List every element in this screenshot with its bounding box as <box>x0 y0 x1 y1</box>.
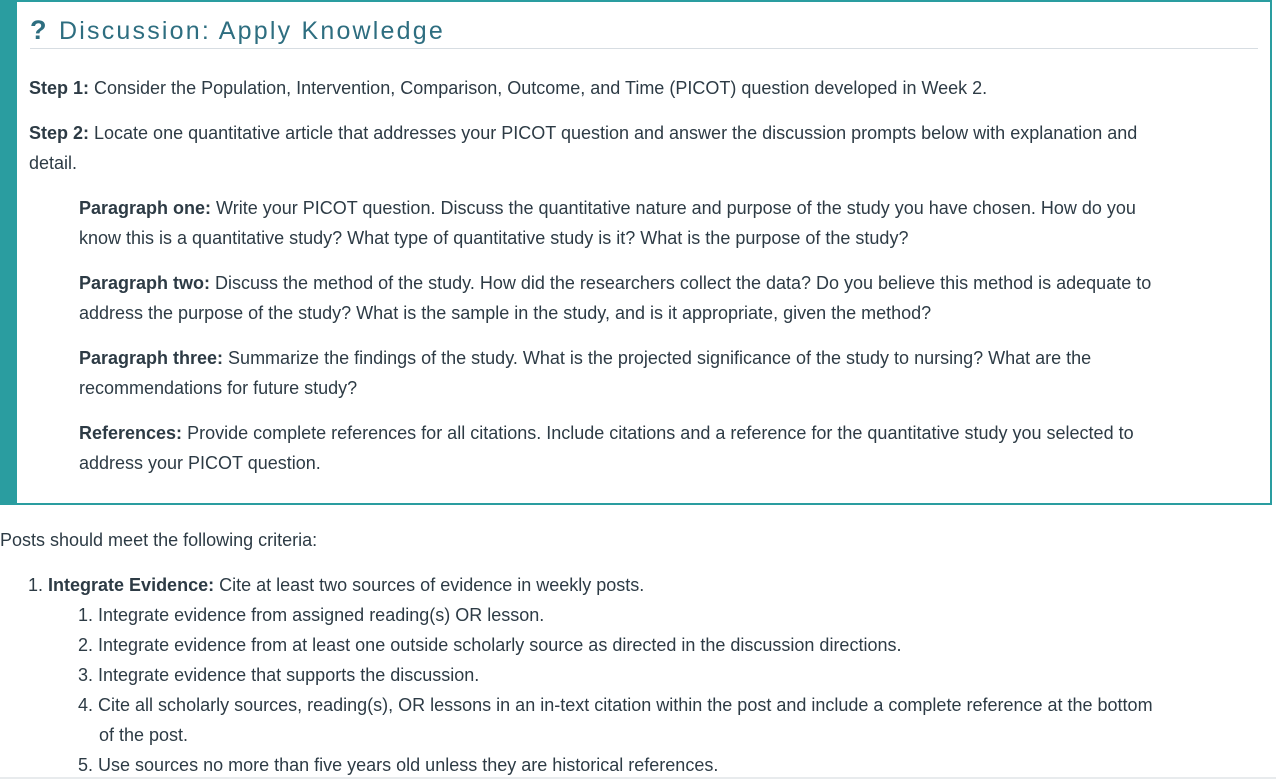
list-number: 2. <box>78 635 94 655</box>
step-2 <box>29 118 1137 148</box>
step-1 <box>29 73 987 103</box>
paragraph-one-label: Paragraph one: <box>79 198 212 218</box>
list-item <box>78 660 479 690</box>
paragraph-two <box>79 268 1151 298</box>
step-2-label: Step 2: <box>29 123 90 143</box>
list-item-text: Integrate evidence that supports the discussion. <box>98 665 480 685</box>
list-number: 1. <box>78 605 94 625</box>
paragraph-one-continued: know this is a quantitative study? What type of quantitative study is it? What is the purpose of the study? <box>79 228 909 248</box>
list-item <box>78 690 1153 720</box>
list-item <box>78 630 901 660</box>
list-item <box>78 600 544 630</box>
list-item-text: Cite all scholarly sources, reading(s), OR lessons in an in-text citation within the post and include a complete reference at the bottom <box>98 695 1153 715</box>
paragraph-one-text: Write your PICOT question. Discuss the quantitative nature and purpose of the study you have chosen. How do you <box>211 198 1136 218</box>
list-item <box>28 570 644 600</box>
question-mark-icon: ? <box>30 15 47 45</box>
list-number: 5. <box>78 755 94 775</box>
step-2-text: Locate one quantitative article that addresses your PICOT question and answer the discussion prompts below with explanation and <box>89 123 1138 143</box>
list-item-text: Integrate evidence from at least one outside scholarly source as directed in the discussion directions. <box>98 635 902 655</box>
paragraph-two-text: Discuss the method of the study. How did the researchers collect the data? Do you believe this method is adequate to <box>210 273 1152 293</box>
paragraph-one <box>79 193 1136 223</box>
step-1-text: Consider the Population, Intervention, Comparison, Outcome, and Time (PICOT) question developed in Week 2. <box>89 78 988 98</box>
list-item <box>78 750 718 780</box>
list-item-text: Use sources no more than five years old unless they are historical references. <box>98 755 719 775</box>
step-2-continued: detail. <box>29 153 78 173</box>
paragraph-three-continued: recommendations for future study? <box>79 378 358 398</box>
paragraph-three-text: Summarize the findings of the study. What is the projected significance of the study to nursing? What are the <box>223 348 1092 368</box>
integrate-evidence-text: Cite at least two sources of evidence in weekly posts. <box>214 575 645 595</box>
references-continued: address your PICOT question. <box>79 453 321 473</box>
integrate-evidence-label: Integrate Evidence: <box>48 575 215 595</box>
list-number: 3. <box>78 665 94 685</box>
list-item-text: Integrate evidence from assigned reading(s) OR lesson. <box>98 605 545 625</box>
card-header <box>30 14 1258 49</box>
paragraph-three <box>79 343 1091 373</box>
step-1-label: Step 1: <box>29 78 90 98</box>
paragraph-two-label: Paragraph two: <box>79 273 211 293</box>
references-text: Provide complete references for all citations. Include citations and a reference for the quantitative study you selected to <box>182 423 1134 443</box>
card-title: Discussion: Apply Knowledge <box>59 17 445 45</box>
list-item-continued: of the post. <box>99 725 189 745</box>
references-paragraph <box>79 418 1134 448</box>
paragraph-three-label: Paragraph three: <box>79 348 224 368</box>
list-number: 4. <box>78 695 94 715</box>
paragraph-two-continued: address the purpose of the study? What is the sample in the study, and is it appropriate, given the method? <box>79 303 932 323</box>
list-number: 1. <box>28 575 44 595</box>
references-label: References: <box>79 423 183 443</box>
criteria-intro: Posts should meet the following criteria: <box>0 530 318 550</box>
